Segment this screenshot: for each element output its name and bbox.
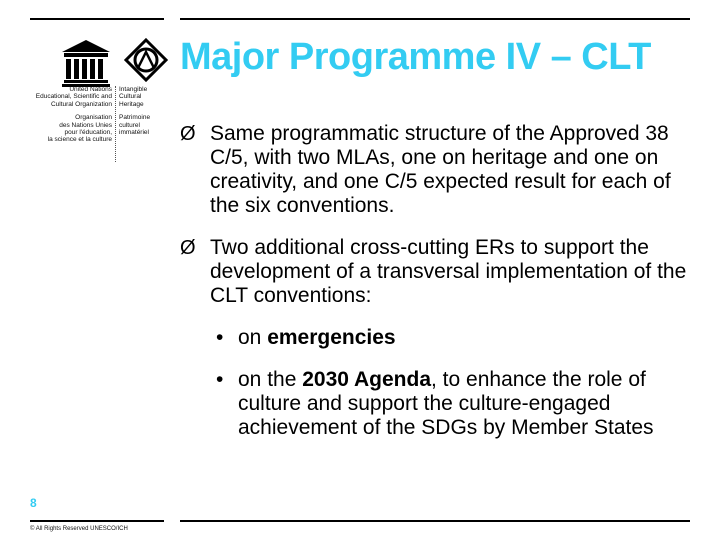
bullet-text: Two additional cross-cutting ERs to support the development of a transversal implementation of the CLT conventions: [210,236,687,307]
org-line: Cultural Organization [50,100,112,108]
bottom-rule-right [180,520,690,522]
bullet-point [180,122,700,218]
heritage-name [119,86,169,136]
heritage-line: Cultural [119,93,142,101]
heritage-line-fr: culturel [119,121,140,129]
organization-name [30,86,112,144]
bottom-rule-left [30,520,164,522]
top-rule-left [30,18,164,20]
page-number: 8 [30,496,37,510]
arrow-bullet-icon: Ø [180,123,196,145]
org-line: United Nations [69,86,112,93]
slide-body [180,122,700,440]
heritage-line-fr: Patrimoine [119,114,151,122]
org-line-fr: Organisation [75,114,112,122]
logo-divider [115,86,117,162]
heritage-line: Heritage [119,100,144,108]
sub-bullet-item [180,326,700,350]
dot-bullet-icon: • [216,368,224,391]
org-line-fr: la science et la culture [47,136,112,144]
top-rule-right [180,18,690,20]
bullet-text: Same programmatic structure of the Approved 38 C/5, with two MLAs, one on heritage and one on creativity, and one C/5 expected result for each of the six conventions. [210,122,671,217]
sub-bullet-emphasis: emergencies [267,326,396,349]
bullet-point [180,236,700,308]
unesco-temple-icon [58,38,114,88]
org-line-fr: pour l'éducation, [64,129,112,137]
sub-bullet-list [180,326,700,440]
sub-bullet-text: on [238,326,268,349]
heritage-line: Intangible [119,86,148,93]
org-line: Educational, Scientific and [35,93,112,101]
intangible-heritage-emblem-icon [124,38,168,82]
slide-title: Major Programme IV – CLT [180,36,651,78]
heritage-line-fr: immatériel [119,129,149,137]
sub-bullet-emphasis: 2030 Agenda [302,368,432,391]
dot-bullet-icon: • [216,326,224,349]
arrow-bullet-icon: Ø [180,237,196,259]
sub-bullet-item [180,368,700,440]
sub-bullet-text: , to enhance the role of culture and support the culture-engaged achievement of the SDGs by Member States [238,368,654,439]
sub-bullet-text: on the [238,368,303,391]
org-line-fr: des Nations Unies [59,121,112,129]
unesco-ich-logo [30,32,170,142]
copyright-notice: © All Rights Reserved UNESCO/ICH [30,526,128,532]
